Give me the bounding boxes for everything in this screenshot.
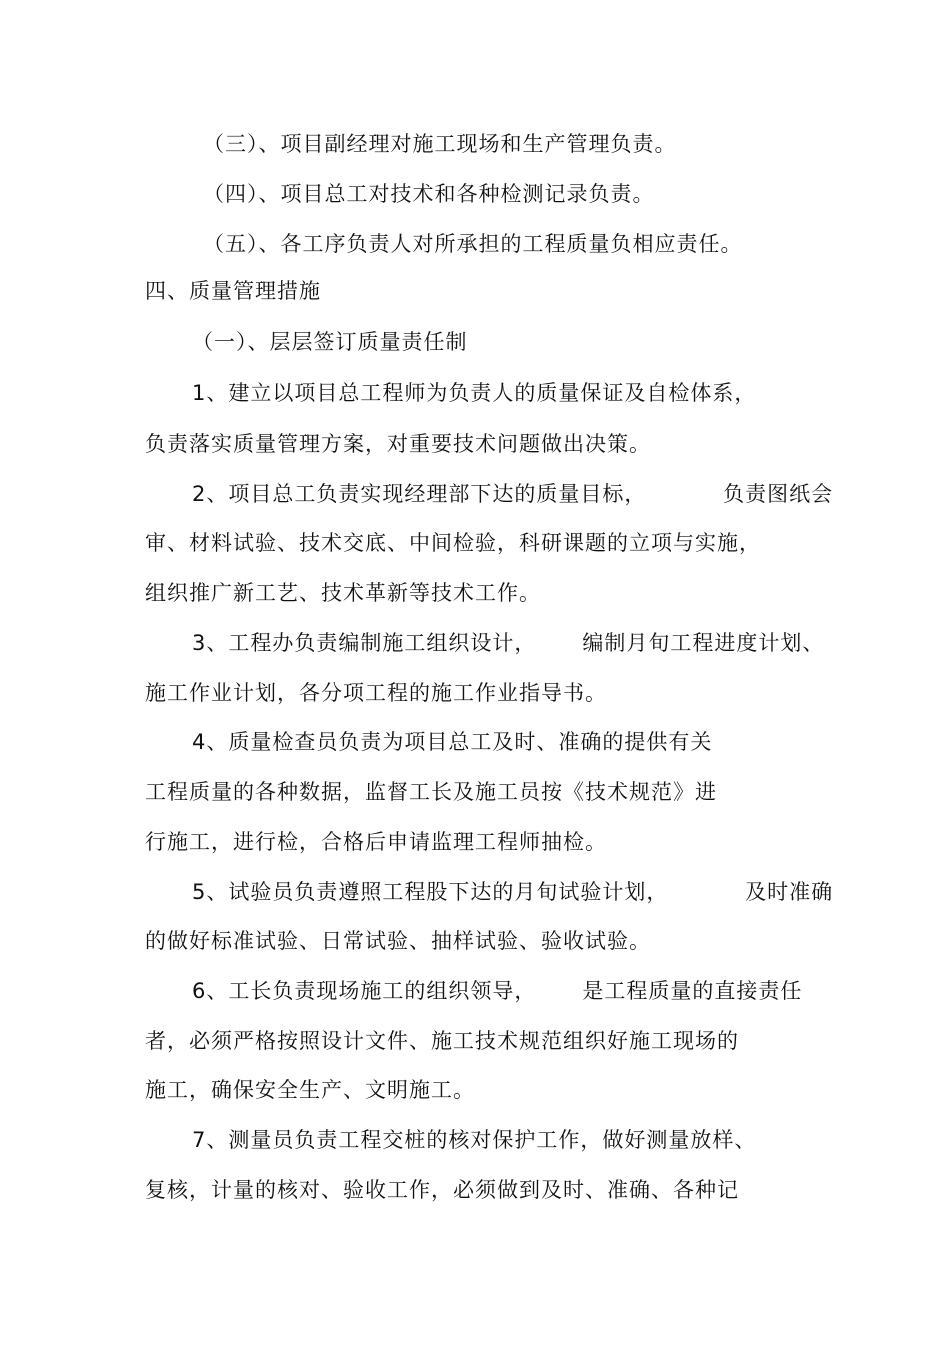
paragraph-line-18: 6、工长负责现场施工的组织领导， 是工程质量的直接责任 <box>192 979 803 1003</box>
paragraph-line-21: 7、测量员负责工程交桩的核对保护工作，做好测量放样、 <box>192 1128 757 1152</box>
paragraph-line-10: 组织推广新工艺、技术革新等技术工作。 <box>145 581 541 605</box>
paragraph-line-22: 复核，计量的核对、验收工作，必须做到及时、准确、各种记 <box>145 1178 739 1202</box>
paragraph-line-14: 工程质量的各种数据，监督工长及施工员按《技术规范》进 <box>145 780 717 804</box>
paragraph-line-2: （四）、项目总工对技术和各种检测记录负责。 <box>203 182 655 206</box>
paragraph-line-15: 行施工，进行检，合格后申请监理工程师抽检。 <box>145 830 607 854</box>
subsection-heading: （一）、层层签订质量责任制 <box>192 330 468 354</box>
paragraph-line-20: 施工，确保安全生产、文明施工。 <box>145 1078 475 1102</box>
paragraph-line-11: 3、工程办负责编制施工组织设计， 编制月旬工程进度计划、 <box>192 631 825 655</box>
paragraph-line-3: （五）、各工序负责人对所承担的工程质量负相应责任。 <box>203 232 743 256</box>
paragraph-line-8: 2、项目总工负责实现经理部下达的质量目标， 负责图纸会 <box>192 482 834 506</box>
paragraph-line-12: 施工作业计划，各分项工程的施工作业指导书。 <box>145 681 607 705</box>
paragraph-line-16: 5、试验员负责遵照工程股下达的月旬试验计划， 及时准确 <box>192 880 834 904</box>
paragraph-line-19: 者，必须严格按照设计文件、施工技术规范组织好施工现场的 <box>145 1029 739 1053</box>
paragraph-line-6: 1、建立以项目总工程师为负责人的质量保证及自检体系， <box>192 381 757 405</box>
paragraph-line-1: （三）、项目副经理对施工现场和生产管理负责。 <box>203 132 677 156</box>
paragraph-line-13: 4、质量检查员负责为项目总工及时、准确的提供有关 <box>192 730 713 754</box>
paragraph-line-9: 审、材料试验、技术交底、中间检验，科研课题的立项与实施， <box>145 531 761 555</box>
paragraph-line-7: 负责落实质量管理方案，对重要技术问题做出决策。 <box>145 432 651 456</box>
paragraph-line-17: 的做好标准试验、日常试验、抽样试验、验收试验。 <box>145 929 651 953</box>
section-heading: 四、质量管理措施 <box>145 279 321 303</box>
